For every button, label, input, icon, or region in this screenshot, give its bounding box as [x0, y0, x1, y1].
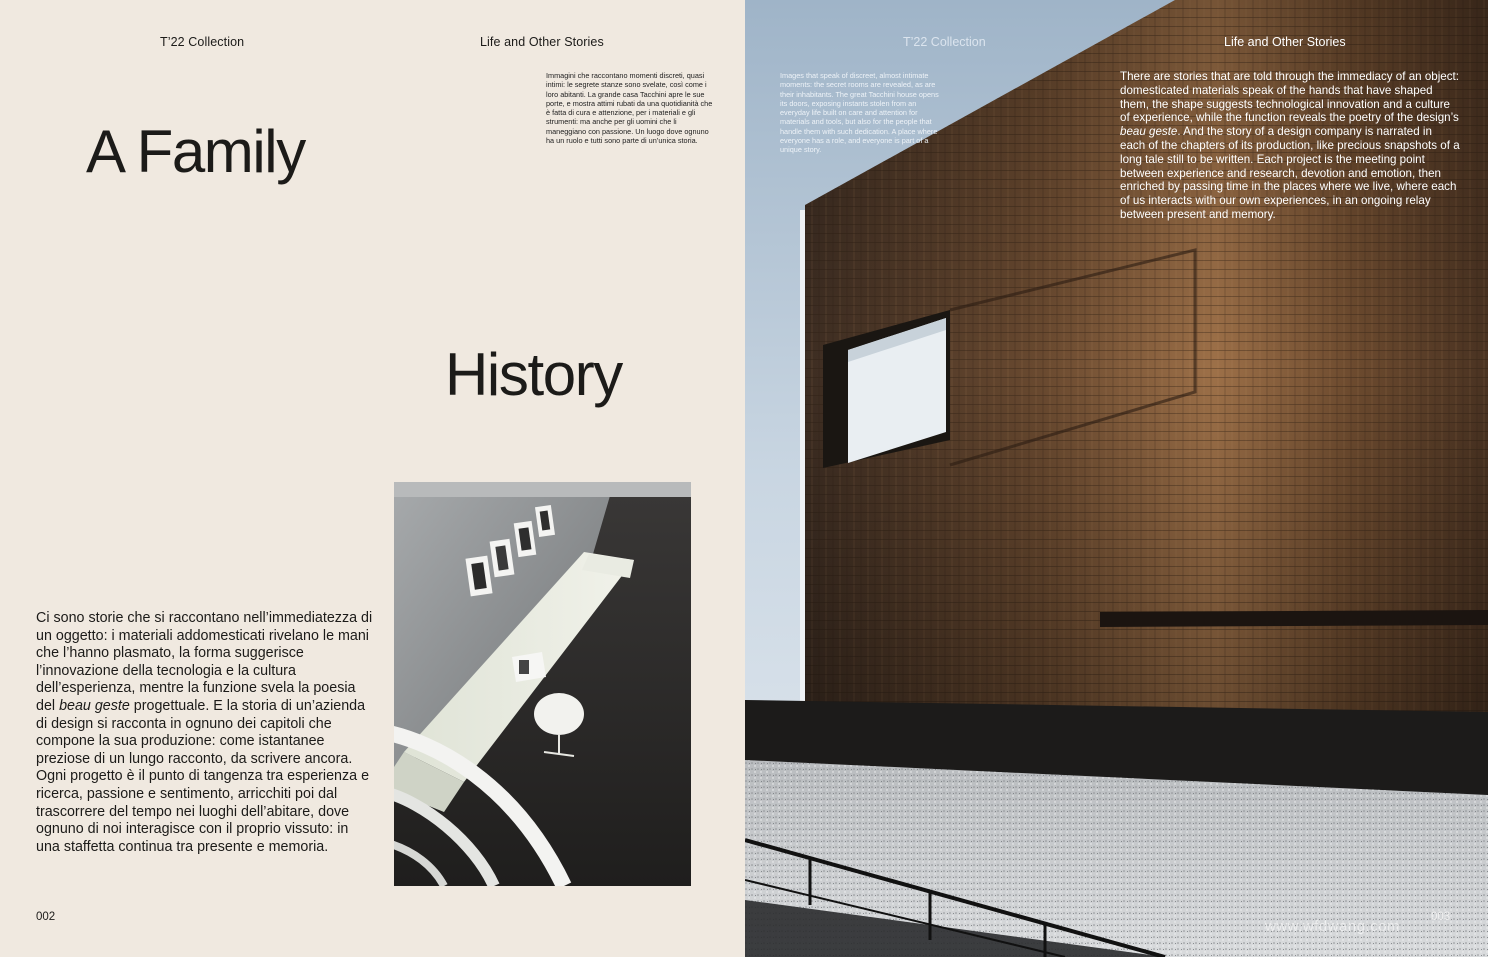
body-text-english-emphasis: beau geste [1120, 125, 1178, 139]
header-collection: T’22 Collection [160, 35, 245, 49]
watermark: www.wfdwang.com [1265, 918, 1401, 935]
intro-caption-english: Images that speak of discreet, almost intimate moments: the secret rooms are revealed, as are their inhabitants. The great Tacchini house opens its doors, exposing instants stolen from an everyday life built on care and attention for materials and tools, but also for the people that handle them with such dedication. A place where everyone has a role, and everyone is part of a unique story. [780, 71, 939, 155]
header-section-right: Life and Other Stories [1224, 35, 1346, 49]
intro-caption-italian: Immagini che raccontano momenti discreti, quasi intimi: le segrete stanze sono svelate, così come i loro abitanti. La grande casa Tacchini apre le sue porte, e mostra attimi rubati da una quotidianità che è fatta di cura e attenzione, per i materiali e gli strumenti: ma anche per gli uomini che li maneggiano con passione. Un luogo dove ognuno ha un ruolo e tutti sono parte di un’unica storia. [546, 71, 713, 146]
body-text-italian-emphasis: beau geste [59, 697, 130, 714]
interior-illustration [394, 482, 691, 886]
page-number-left: 002 [36, 911, 56, 923]
header-collection-right: T’22 Collection [903, 35, 986, 49]
body-text-italian-part-2: progettuale. E la storia di un’azienda di design si racconta in ognuno dei capitoli che compone la sua produzione: come istantanee preziose di un lungo racconto, da scrivere ancora. Ogni progetto è il punto di tangenza tra esperienza e ricerca, passione e sentimento, arricchiti poi dal trascorrere del tempo nei luoghi dell’abitare, dove ognuno di noi interagisce con il proprio vissuto: in una staffetta continua tra presente e memoria. [36, 697, 370, 855]
interior-photo [394, 482, 691, 886]
body-text-english-part-1: There are stories that are told through the immediacy of an object: domesticated materials speak of the hands that have shaped them, the shape suggests technological innovation and a culture of experience, while the function reveals the poetry of the design’s [1120, 70, 1459, 125]
title-line-2: History [445, 341, 622, 408]
title-line-1: A Family [86, 118, 305, 185]
right-page [745, 0, 1488, 957]
body-text-italian-part-1: Ci sono storie che si raccontano nell’immediatezza di un oggetto: i materiali addomesticati rivelano le mani che l’hanno plasmato, la forma suggerisce l’innovazione della tecnologia e la cultura dell’esperienza, mentre la funzione svela la poesia del [36, 610, 373, 714]
page-number-right: 003 [1431, 911, 1451, 923]
body-text-english [1120, 70, 1460, 222]
body-text-english-part-2: . And the story of a design company is narrated in each of the chapters of its production, like precious snapshots of a long tale still to be written. Each project is the meeting point between experience and research, devotion and emotion, then enriched by passing time in the places where we live, where each of us interacts with our own experiences, in an ongoing relay between present and memory. [1120, 125, 1460, 221]
header-section: Life and Other Stories [480, 35, 604, 49]
body-text-italian [36, 610, 376, 856]
